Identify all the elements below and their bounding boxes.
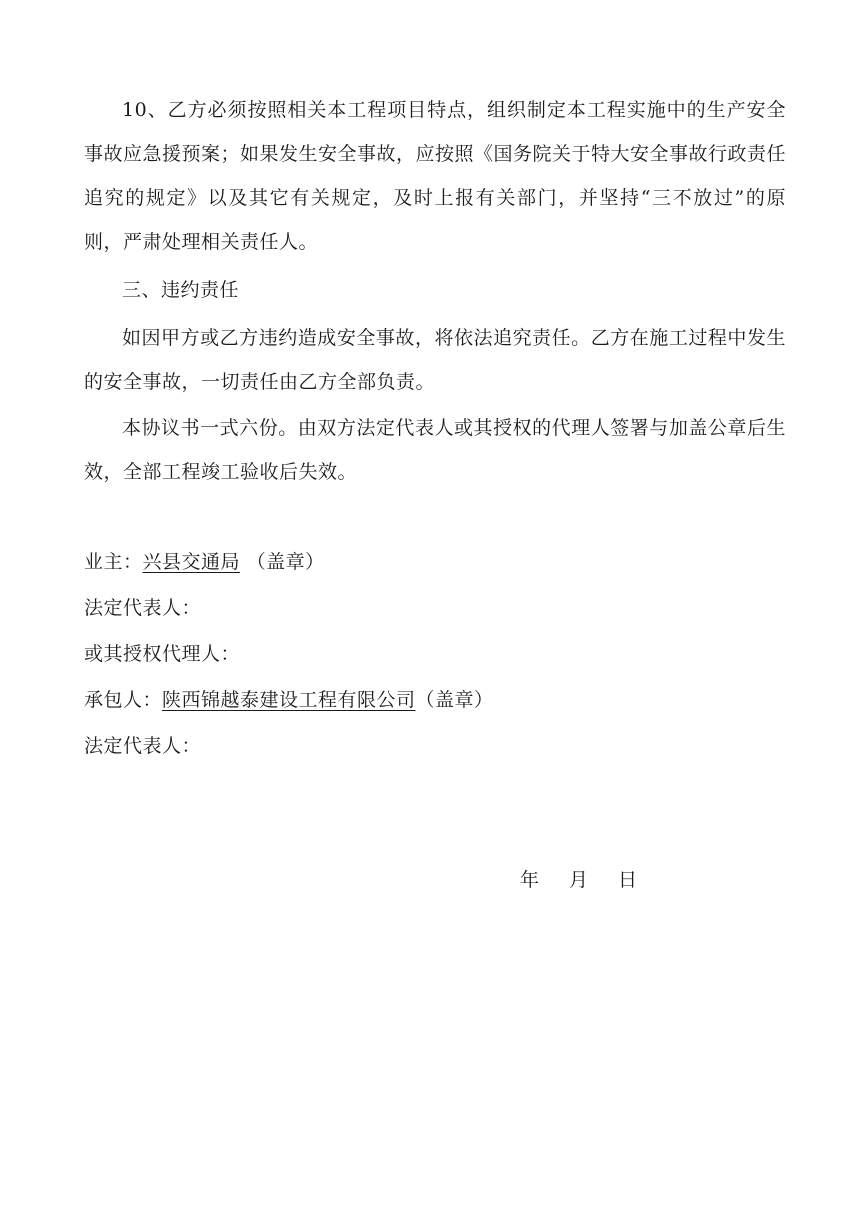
- date-year: 年: [520, 869, 540, 891]
- date-line: [520, 866, 637, 894]
- owner-rep-line: 法定代表人：: [84, 597, 202, 619]
- date-month: 月: [569, 869, 589, 891]
- owner-name: 兴县交通局: [142, 551, 241, 573]
- contractor-name: 陕西锦越泰建设工程有限公司: [162, 689, 416, 711]
- copies-clause: 本协议书一式六份。由双方法定代表人或其授权的代理人签署与加盖公章后生效，全部工程竣工验收后失效。: [84, 417, 786, 483]
- section-3-body: 如因甲方或乙方违约造成安全事故，将依法追究责任。乙方在施工过程中发生的安全事故，一切责任由乙方全部负责。: [84, 327, 786, 393]
- contractor-line: [84, 686, 494, 714]
- owner-agent-line: 或其授权代理人：: [84, 643, 241, 665]
- section-3-title: 三、违约责任: [122, 279, 240, 301]
- clause-10: 10、乙方必须按照相关本工程项目特点，组织制定本工程实施中的生产安全事故应急援预案；如果发生安全事故，应按照《国务院关于特大安全事故行政责任追究的规定》以及其它有关规定，及时上报有关部门，并坚持“三不放过”的原则，严肃处理相关责任人。: [84, 99, 787, 253]
- owner-line: [84, 548, 325, 576]
- contractor-seal: （盖章）: [415, 689, 494, 711]
- contractor-label: 承包人：: [84, 689, 163, 711]
- contractor-rep-line: 法定代表人：: [84, 735, 202, 757]
- date-day: 日: [618, 869, 638, 891]
- owner-seal: （盖章）: [246, 551, 325, 573]
- owner-label: 业主：: [84, 551, 143, 573]
